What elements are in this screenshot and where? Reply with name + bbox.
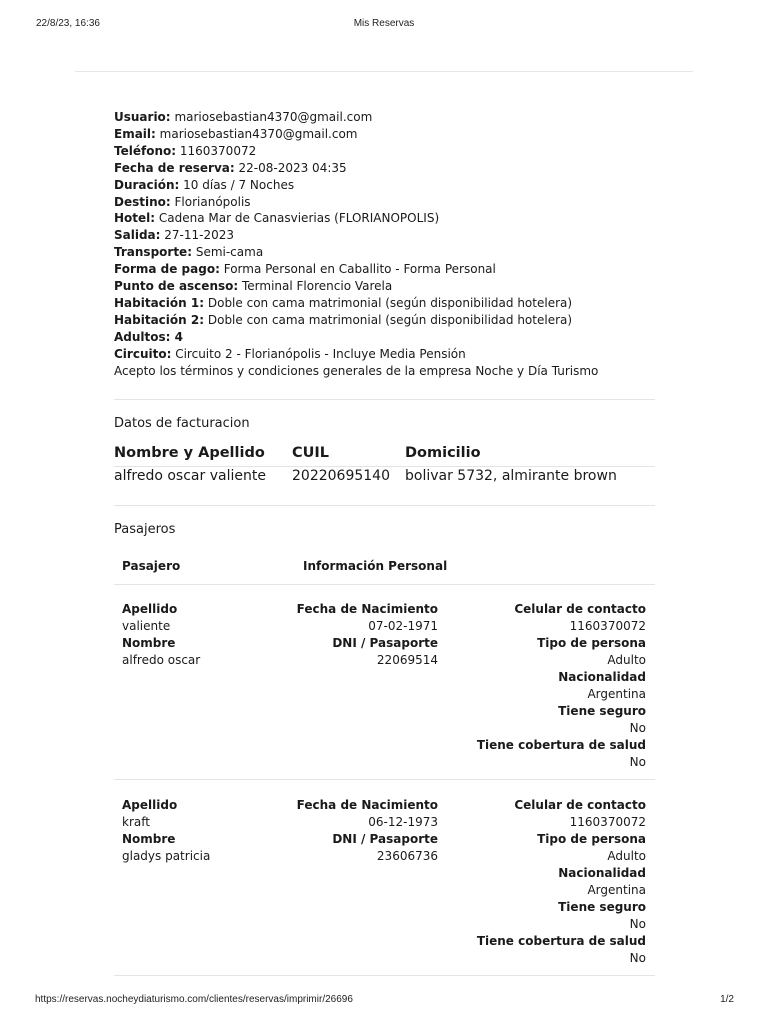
page-number: 1/2 <box>720 994 734 1005</box>
usuario-value: mariosebastian4370@gmail.com <box>174 110 373 124</box>
summary-habitacion-1: Habitación 1: Doble con cama matrimonial (según disponibilidad hotelera) <box>114 295 573 310</box>
nombre-label: Nombre <box>122 832 176 846</box>
tipo-value: Adulto <box>607 849 646 863</box>
summary-ascenso: Punto de ascenso: Terminal Florencio Varela <box>114 279 393 294</box>
summary-telefono: Teléfono: 1160370072 <box>114 143 257 158</box>
print-footer <box>0 994 768 1008</box>
billing-header-nombre: Nombre y Apellido <box>114 445 265 461</box>
print-datetime: 22/8/23, 16:36 <box>36 18 100 29</box>
apellido-value: kraft <box>122 815 150 829</box>
celular-label: Celular de contacto <box>514 602 646 616</box>
nombre-value: gladys patricia <box>122 849 211 863</box>
hab2-value: Doble con cama matrimonial (según disponibilidad hotelera) <box>207 312 573 327</box>
passenger-documents <box>297 797 438 865</box>
nacionalidad-label: Nacionalidad <box>558 670 646 684</box>
billing-header-domicilio: Domicilio <box>405 445 481 461</box>
passenger-contact <box>477 601 646 771</box>
summary-adultos: Adultos: 4 <box>114 329 183 344</box>
summary-circuito: Circuito: Circuito 2 - Florianópolis - Incluye Media Pensión <box>114 346 466 361</box>
billing-cuil: 20220695140 <box>292 468 390 484</box>
billing-nombre: alfredo oscar valiente <box>114 468 266 484</box>
nacimiento-value: 07-02-1971 <box>368 619 438 633</box>
print-title: Mis Reservas <box>353 18 415 29</box>
print-url: https://reservas.nocheydiaturismo.com/clientes/reservas/imprimir/26696 <box>35 994 353 1005</box>
passenger-contact <box>477 797 646 967</box>
salud-label: Tiene cobertura de salud <box>476 738 646 752</box>
destino-value: Florianópolis <box>174 194 251 209</box>
dni-value: 22069514 <box>376 653 438 667</box>
seguro-label: Tiene seguro <box>558 900 646 914</box>
billing-domicilio: bolivar 5732, almirante brown <box>405 468 617 484</box>
hotel-value: Cadena Mar de Canasvierias (FLORIANOPOLIS) <box>158 211 440 226</box>
summary-hotel: Hotel: Cadena Mar de Canasvierias (FLORIANOPOLIS) <box>114 211 440 226</box>
celular-value: 1160370072 <box>569 815 646 829</box>
seguro-value: No <box>629 721 646 735</box>
summary-usuario: Usuario: mariosebastian4370@gmail.com <box>114 110 373 124</box>
summary-duracion: Duración: 10 días / 7 Noches <box>114 177 295 192</box>
nacionalidad-value: Argentina <box>587 687 646 701</box>
passenger-card <box>114 601 655 780</box>
passenger-documents <box>297 601 438 669</box>
pago-value: Forma Personal en Caballito - Forma Personal <box>223 262 496 277</box>
apellido-value: valiente <box>122 619 171 633</box>
ascenso-value: Terminal Florencio Varela <box>242 279 393 294</box>
billing-title: Datos de facturacion <box>114 416 250 431</box>
section-divider <box>114 505 655 506</box>
passenger-identity <box>122 797 210 865</box>
passengers-header-info: Información Personal <box>303 559 448 573</box>
print-header <box>0 18 768 32</box>
billing-table <box>114 444 655 490</box>
summary-pago: Forma de pago: Forma Personal en Caballito - Forma Personal <box>114 262 496 277</box>
tipo-label: Tipo de persona <box>537 636 646 650</box>
top-divider <box>75 71 693 72</box>
billing-header-cuil: CUIL <box>292 445 330 461</box>
tipo-label: Tipo de persona <box>537 832 646 846</box>
nombre-label: Nombre <box>122 636 176 650</box>
apellido-label: Apellido <box>122 602 178 616</box>
passenger-card <box>114 797 655 976</box>
salud-value: No <box>629 951 646 965</box>
dni-value: 23606736 <box>376 849 438 863</box>
nacimiento-value: 06-12-1973 <box>368 815 438 829</box>
summary-terminos: Acepto los términos y condiciones generales de la empresa Noche y Día Turismo <box>114 363 599 378</box>
nacionalidad-label: Nacionalidad <box>558 866 646 880</box>
seguro-label: Tiene seguro <box>558 704 646 718</box>
seguro-value: No <box>629 917 646 931</box>
passengers-title: Pasajeros <box>114 522 176 537</box>
passenger-identity <box>122 601 200 669</box>
nacimiento-label: Fecha de Nacimiento <box>296 602 438 616</box>
circuito-value: Circuito 2 - Florianópolis - Incluye Media Pensión <box>175 346 466 361</box>
dni-label: DNI / Pasaporte <box>332 636 438 650</box>
salud-value: No <box>629 755 646 769</box>
email-value: mariosebastian4370@gmail.com <box>159 126 358 141</box>
summary-transporte: Transporte: Semi-cama <box>114 245 264 260</box>
billing-header-row <box>114 444 655 467</box>
passengers-header-row <box>114 558 655 585</box>
dni-label: DNI / Pasaporte <box>332 832 438 846</box>
reservation-summary <box>114 109 674 380</box>
summary-email: Email: mariosebastian4370@gmail.com <box>114 126 358 141</box>
section-divider <box>114 399 655 400</box>
tipo-value: Adulto <box>607 653 646 667</box>
duracion-value: 10 días / 7 Noches <box>183 177 295 192</box>
telefono-value: 1160370072 <box>179 143 257 158</box>
summary-salida: Salida: 27-11-2023 <box>114 228 235 243</box>
billing-row <box>114 467 655 490</box>
hab1-value: Doble con cama matrimonial (según disponibilidad hotelera) <box>207 295 573 310</box>
summary-habitacion-2: Habitación 2: Doble con cama matrimonial (según disponibilidad hotelera) <box>114 312 573 327</box>
nacimiento-label: Fecha de Nacimiento <box>296 798 438 812</box>
celular-value: 1160370072 <box>569 619 646 633</box>
passengers-header-pasajero: Pasajero <box>122 559 181 573</box>
summary-fecha: Fecha de reserva: 22-08-2023 04:35 <box>114 160 347 175</box>
salud-label: Tiene cobertura de salud <box>476 934 646 948</box>
celular-label: Celular de contacto <box>514 798 646 812</box>
transporte-value: Semi-cama <box>195 245 264 260</box>
fecha-value: 22-08-2023 04:35 <box>238 160 347 175</box>
apellido-label: Apellido <box>122 798 178 812</box>
nacionalidad-value: Argentina <box>587 883 646 897</box>
summary-destino: Destino: Florianópolis <box>114 194 251 209</box>
salida-value: 27-11-2023 <box>164 228 235 243</box>
nombre-value: alfredo oscar <box>122 653 201 667</box>
